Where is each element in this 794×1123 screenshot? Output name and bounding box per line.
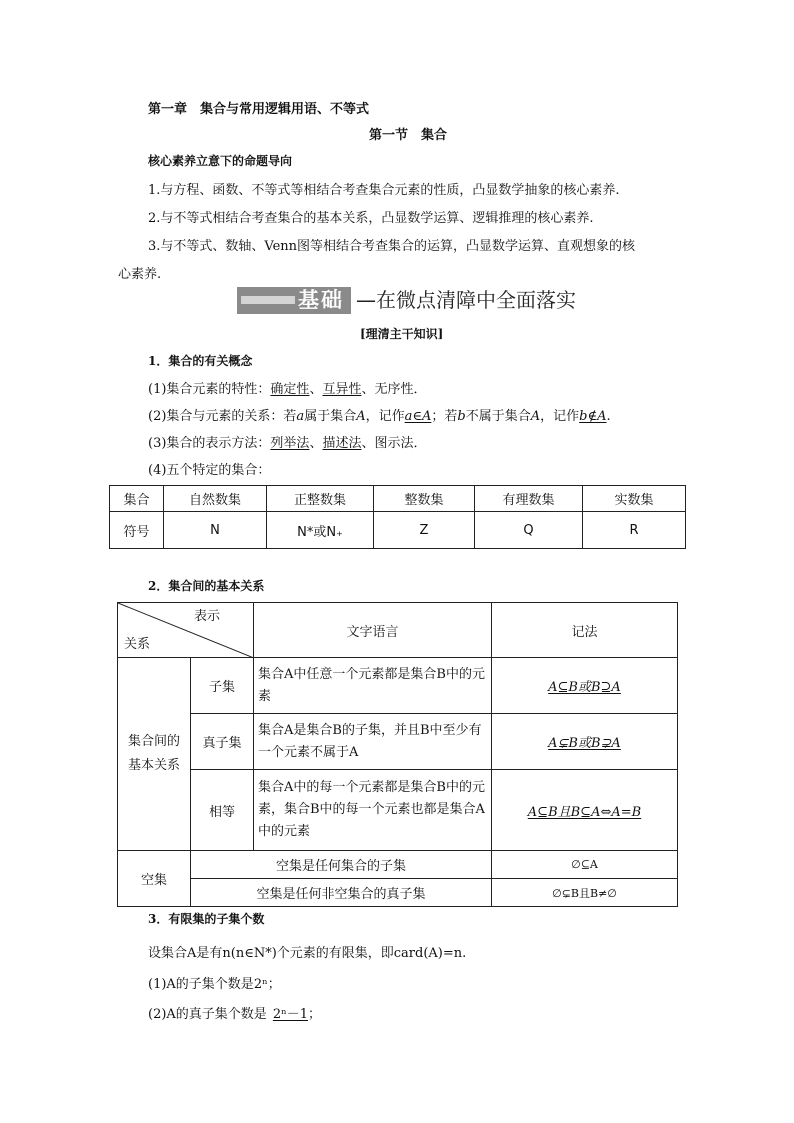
symbol-cell: R xyxy=(583,512,686,549)
relation-text: 集合A中任意一个元素都是集合B中的元素 xyxy=(254,658,492,714)
answer-distinctness: 互异性 xyxy=(322,382,362,397)
column-header: 有理数集 xyxy=(475,486,583,512)
answer-determinacy: 确定性 xyxy=(270,382,310,397)
text: ，记作 xyxy=(365,409,405,424)
relation-notation: A⊊B或B⊋A xyxy=(492,714,678,770)
section-title: 第一节 集合 xyxy=(369,128,448,143)
table-row xyxy=(110,512,686,549)
direction-item-3: 3.与不等式、数轴、Venn图等相结合考查集合的运算，凸显数学运算、直观想象的核 xyxy=(148,239,636,254)
text: (1)集合元素的特性： xyxy=(148,382,271,397)
answer-listing: 列举法 xyxy=(270,436,310,451)
table-row xyxy=(110,486,686,512)
text: (2)集合与元素的关系：若 xyxy=(148,409,297,424)
table-row xyxy=(118,851,678,879)
text: ；若 xyxy=(431,409,458,424)
relation-text: 集合A是集合B的子集，并且B中至少有一个元素不属于A xyxy=(254,714,492,770)
table-row xyxy=(118,714,678,770)
text: 属于集合 xyxy=(304,409,357,424)
var: A xyxy=(530,409,541,424)
concept-membership xyxy=(148,405,611,424)
empty-set-notation: ∅⊆A xyxy=(492,851,678,879)
relation-name: 子集 xyxy=(191,658,254,714)
table-row xyxy=(118,658,678,714)
empty-set-notation: ∅⊊B且B≠∅ xyxy=(492,879,678,907)
banner-label: 基础 xyxy=(298,288,344,312)
var: b xyxy=(457,409,466,424)
text: 不属于集合 xyxy=(465,409,531,424)
section-3-title: 3．有限集的子集个数 xyxy=(148,912,265,926)
banner-stripe xyxy=(241,296,295,304)
relation-notation: A⊆B且B⊆A⇔A=B xyxy=(492,770,678,851)
set-relations-table xyxy=(117,602,678,907)
knowledge-heading: [理清主干知识] xyxy=(360,327,444,341)
var: A xyxy=(356,409,366,424)
banner-subtitle: —在微点清障中全面落实 xyxy=(356,288,576,312)
empty-set-text: 空集是任何集合的子集 xyxy=(191,851,492,879)
concept-special-sets: (4)五个特定的集合： xyxy=(148,463,271,478)
text: ，记作 xyxy=(540,409,580,424)
subset-count xyxy=(148,973,281,992)
answer-belongs: a∈A xyxy=(404,409,432,424)
answer-subset-count: 2ⁿ xyxy=(253,977,268,992)
column-header: 实数集 xyxy=(583,486,686,512)
direction-item-1: 1.与方程、函数、不等式等相结合考查集合元素的性质，凸显数学抽象的核心素养. xyxy=(148,183,620,198)
symbol-cell: N*或N₊ xyxy=(267,512,374,549)
empty-set-label: 空集 xyxy=(118,851,191,907)
column-header: 记法 xyxy=(492,603,678,658)
group-label: 集合间的基本关系 xyxy=(118,658,191,851)
empty-set-text: 空集是任何非空集合的真子集 xyxy=(191,879,492,907)
answer-not-belongs: b∉A xyxy=(579,409,607,424)
text: ； xyxy=(307,1007,321,1022)
relation-notation: A⊆B或B⊇A xyxy=(492,658,678,714)
table-row xyxy=(118,879,678,907)
section-1-title: 1．集合的有关概念 xyxy=(148,354,253,368)
direction-heading: 核心素养立意下的命题导向 xyxy=(148,154,293,168)
relation-text: 集合A中的每一个元素都是集合B中的元素，集合B中的每一个元素也都是集合A中的元素 xyxy=(254,770,492,851)
answer-description: 描述法 xyxy=(322,436,362,451)
symbol-cell: Q xyxy=(475,512,583,549)
answer-proper-subset-count: 2ⁿ－1 xyxy=(272,1007,308,1022)
symbol-cell: N xyxy=(164,512,267,549)
text: 、图示法． xyxy=(361,436,427,451)
column-header: 正整数集 xyxy=(267,486,374,512)
relation-name: 相等 xyxy=(191,770,254,851)
row-header: 集合 xyxy=(110,486,164,512)
section-2-title: 2．集合间的基本关系 xyxy=(148,579,265,593)
text: . xyxy=(606,409,611,424)
corner-top-label: 表示 xyxy=(194,609,221,624)
relation-name: 真子集 xyxy=(191,714,254,770)
symbol-cell: Z xyxy=(374,512,475,549)
text: (1)A的子集个数是 xyxy=(148,977,254,992)
text: 、无序性． xyxy=(361,382,427,397)
concept-properties xyxy=(148,378,426,397)
chapter-title: 第一章 集合与常用逻辑用语、不等式 xyxy=(148,102,370,117)
var: a xyxy=(296,409,305,424)
text: (3)集合的表示方法： xyxy=(148,436,271,451)
column-header: 自然数集 xyxy=(164,486,267,512)
finite-set-intro: 设集合A是有n(n∈N*)个元素的有限集，即card(A)=n. xyxy=(148,946,467,961)
text: ； xyxy=(267,977,281,992)
column-header: 文字语言 xyxy=(254,603,492,658)
table-row xyxy=(118,770,678,851)
corner-bottom-label: 关系 xyxy=(124,637,151,652)
text: (2)A的真子集个数是 xyxy=(148,1007,267,1022)
column-header: 整数集 xyxy=(374,486,475,512)
direction-item-2: 2.与不等式相结合考查集合的基本关系，凸显数学运算、逻辑推理的核心素养. xyxy=(148,211,594,226)
direction-item-3-cont: 心素养. xyxy=(118,267,162,282)
text: 、 xyxy=(309,382,323,397)
concept-representation xyxy=(148,432,426,451)
table-row xyxy=(118,603,678,658)
corner-cell xyxy=(118,603,254,658)
special-sets-table xyxy=(109,485,686,549)
row-header: 符号 xyxy=(110,512,164,549)
proper-subset-count xyxy=(148,1003,321,1022)
text: 、 xyxy=(309,436,323,451)
